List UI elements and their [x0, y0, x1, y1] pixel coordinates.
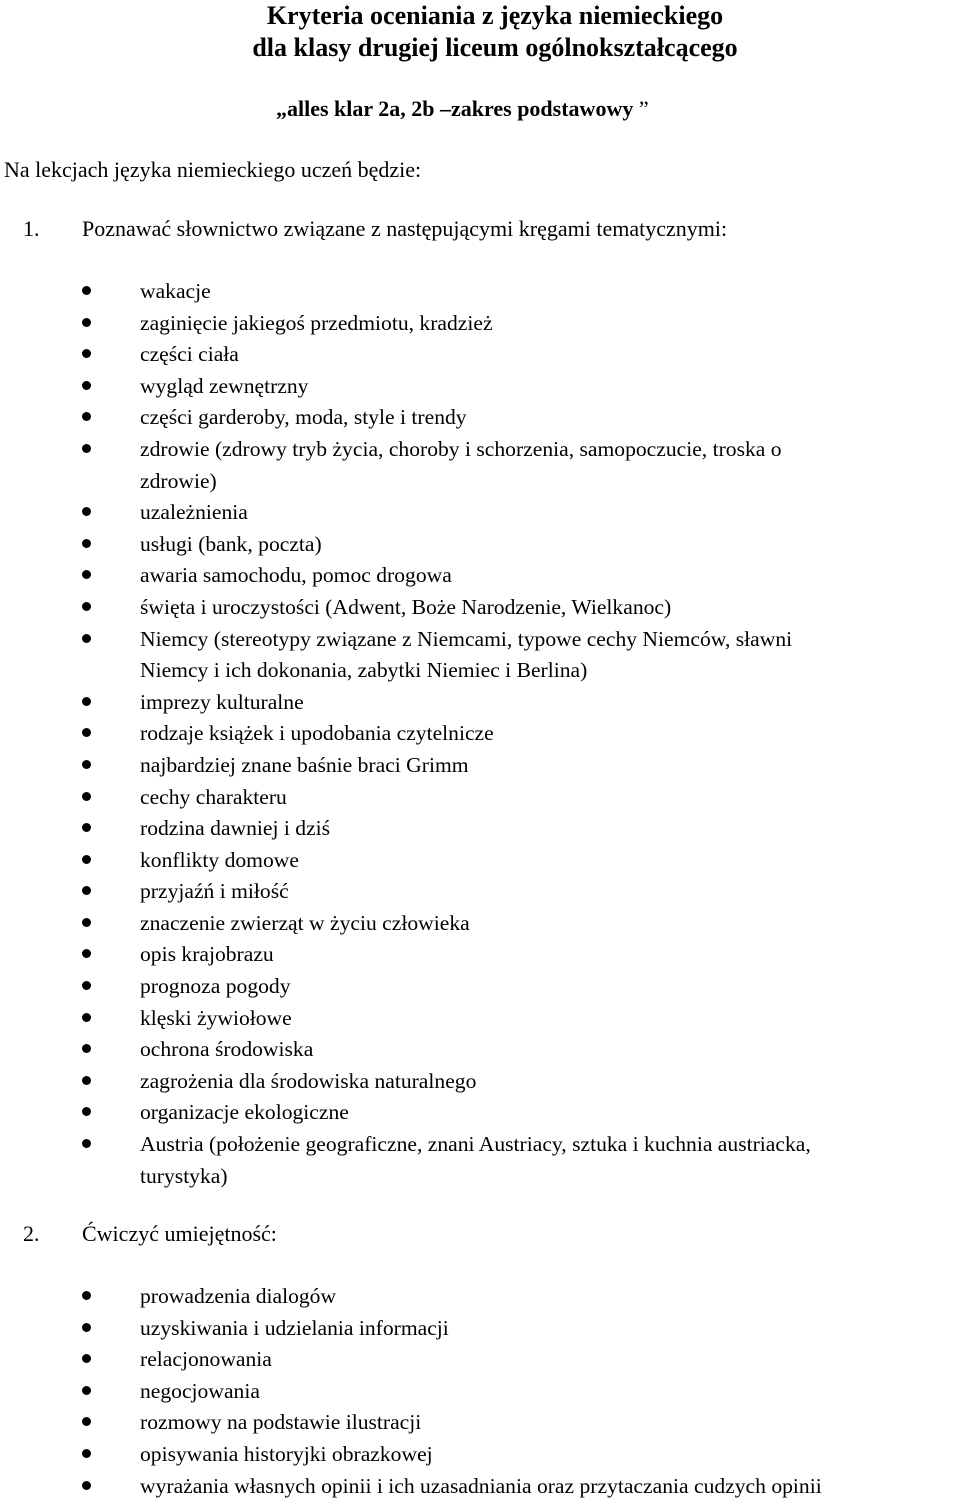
bullet-icon — [82, 634, 91, 643]
bullet-icon — [82, 570, 91, 579]
bullet-icon — [82, 1386, 91, 1395]
list-item-text: negocjowania — [140, 1378, 260, 1403]
document-title-line-1: Kryteria oceniania z języka niemieckiego — [266, 1, 724, 30]
section-1-number: 1. — [23, 216, 40, 241]
document-subtitle — [276, 94, 649, 124]
intro-text: Na lekcjach języka niemieckiego uczeń będzie: — [4, 157, 422, 182]
bullet-icon — [82, 1354, 91, 1363]
bullet-icon — [82, 855, 91, 864]
list-item-text: święta i uroczystości (Adwent, Boże Narodzenie, Wielkanoc) — [140, 594, 672, 619]
subtitle-close-quote: ” — [638, 96, 649, 121]
list-item-text: uzależnienia — [140, 500, 248, 525]
list-item-text: klęski żywiołowe — [140, 1005, 292, 1030]
bullet-icon — [82, 1291, 91, 1300]
list-item — [0, 908, 960, 940]
list-item — [0, 276, 960, 308]
list-item-text: opisywania historyjki obrazkowej — [140, 1441, 433, 1466]
bullet-icon — [82, 602, 91, 611]
bullet-icon — [82, 949, 91, 958]
list-item — [0, 845, 960, 877]
list-item-text: opis krajobrazu — [140, 942, 274, 967]
list-item-text: części ciała — [140, 342, 239, 367]
section-2-title: Ćwiczyć umiejętność: — [82, 1221, 277, 1246]
section-1-title: Poznawać słownictwo związane z następującymi kręgami tematycznymi: — [82, 216, 728, 241]
list-item — [0, 560, 960, 592]
section-2-number: 2. — [23, 1221, 40, 1246]
list-item — [0, 308, 960, 340]
bullet-icon — [82, 1013, 91, 1022]
list-item — [0, 750, 960, 782]
subtitle-text: „alles klar 2a, 2b –zakres podstawowy — [276, 96, 634, 121]
bullet-icon — [82, 792, 91, 801]
bullet-icon — [82, 1076, 91, 1085]
document-title-line-2: dla klasy drugiej liceum ogólnokształcącego — [252, 33, 738, 62]
list-item-text: wyrażania własnych opinii i ich uzasadniania oraz przytaczania cudzych opinii — [140, 1473, 822, 1498]
list-item-text: wakacje — [140, 279, 211, 303]
list-item — [0, 813, 960, 845]
list-item-text: usługi (bank, poczta) — [140, 531, 322, 556]
bullet-icon — [82, 444, 91, 453]
list-item-text: przyjaźń i miłość — [140, 879, 289, 904]
list-item — [0, 1281, 960, 1313]
list-item-text: uzyskiwania i udzielania informacji — [140, 1315, 449, 1340]
list-item-text: awaria samochodu, pomoc drogowa — [140, 563, 452, 588]
topic-list — [0, 276, 960, 1192]
bullet-icon — [82, 1044, 91, 1053]
list-item — [0, 1439, 960, 1471]
bullet-icon — [82, 1481, 91, 1490]
list-item-text: zagrożenia dla środowiska naturalnego — [140, 1068, 477, 1093]
list-item-text: imprezy kulturalne — [140, 689, 304, 714]
list-item-text: relacjonowania — [140, 1347, 272, 1372]
list-item — [0, 782, 960, 814]
list-item — [0, 1313, 960, 1345]
bullet-icon — [82, 1139, 91, 1148]
list-item — [0, 592, 960, 624]
bullet-icon — [82, 728, 91, 737]
bullet-icon — [82, 381, 91, 390]
list-item — [0, 687, 960, 719]
bullet-icon — [82, 1449, 91, 1458]
list-item-text: organizacje ekologiczne — [140, 1100, 349, 1125]
list-item-text: części garderoby, moda, style i trendy — [140, 405, 467, 430]
skills-list — [0, 1281, 960, 1502]
list-item-text: zaginięcie jakiegoś przedmiotu, kradzież — [140, 310, 493, 335]
list-item — [0, 402, 960, 434]
list-item — [0, 624, 960, 687]
list-item — [0, 529, 960, 561]
bullet-icon — [82, 1323, 91, 1332]
bullet-icon — [82, 1417, 91, 1426]
bullet-icon — [82, 823, 91, 832]
list-item-text: prognoza pogody — [140, 974, 291, 999]
list-item — [0, 1344, 960, 1376]
list-item-text: Austria (położenie geograficzne, znani Austriacy, sztuka i kuchnia austriacka, turystyka) — [140, 1132, 811, 1188]
list-item-text: znaczenie zwierząt w życiu człowieka — [140, 910, 470, 935]
list-item-text: rodzina dawniej i dziś — [140, 816, 331, 841]
list-item-text: rodzaje książek i upodobania czytelnicze — [140, 721, 494, 746]
list-item-text: ochrona środowiska — [140, 1037, 314, 1062]
bullet-icon — [82, 412, 91, 421]
list-item-text: konflikty domowe — [140, 847, 299, 872]
list-item-text: zdrowie (zdrowy tryb życia, choroby i schorzenia, samopoczucie, troska o zdrowie) — [140, 436, 782, 493]
list-item — [0, 371, 960, 403]
bullet-icon — [82, 318, 91, 327]
list-item-text: prowadzenia dialogów — [140, 1284, 337, 1308]
list-item — [0, 1034, 960, 1066]
bullet-icon — [82, 981, 91, 990]
bullet-icon — [82, 539, 91, 548]
list-item-text: Niemcy (stereotypy związane z Niemcami, typowe cechy Niemców, sławni Niemcy i ich dokonania, zabytki Niemiec i Berlina) — [140, 626, 793, 683]
list-item-text: wygląd zewnętrzny — [140, 373, 309, 398]
list-item — [0, 939, 960, 971]
bullet-icon — [82, 1107, 91, 1116]
list-item — [0, 1097, 960, 1129]
bullet-icon — [82, 918, 91, 927]
bullet-icon — [82, 286, 91, 295]
list-item — [0, 434, 960, 497]
list-item-text: rozmowy na podstawie ilustracji — [140, 1410, 422, 1435]
bullet-icon — [82, 349, 91, 358]
list-item-text: najbardziej znane baśnie braci Grimm — [140, 752, 469, 777]
list-item — [0, 497, 960, 529]
list-item — [0, 339, 960, 371]
list-item — [0, 718, 960, 750]
list-item — [0, 1407, 960, 1439]
list-item — [0, 876, 960, 908]
list-item-text: cechy charakteru — [140, 784, 287, 809]
list-item — [0, 1003, 960, 1035]
bullet-icon — [82, 507, 91, 516]
list-item — [0, 971, 960, 1003]
bullet-icon — [82, 760, 91, 769]
list-item — [0, 1066, 960, 1098]
list-item — [0, 1129, 960, 1192]
list-item — [0, 1376, 960, 1408]
bullet-icon — [82, 886, 91, 895]
bullet-icon — [82, 697, 91, 706]
list-item — [0, 1471, 960, 1502]
